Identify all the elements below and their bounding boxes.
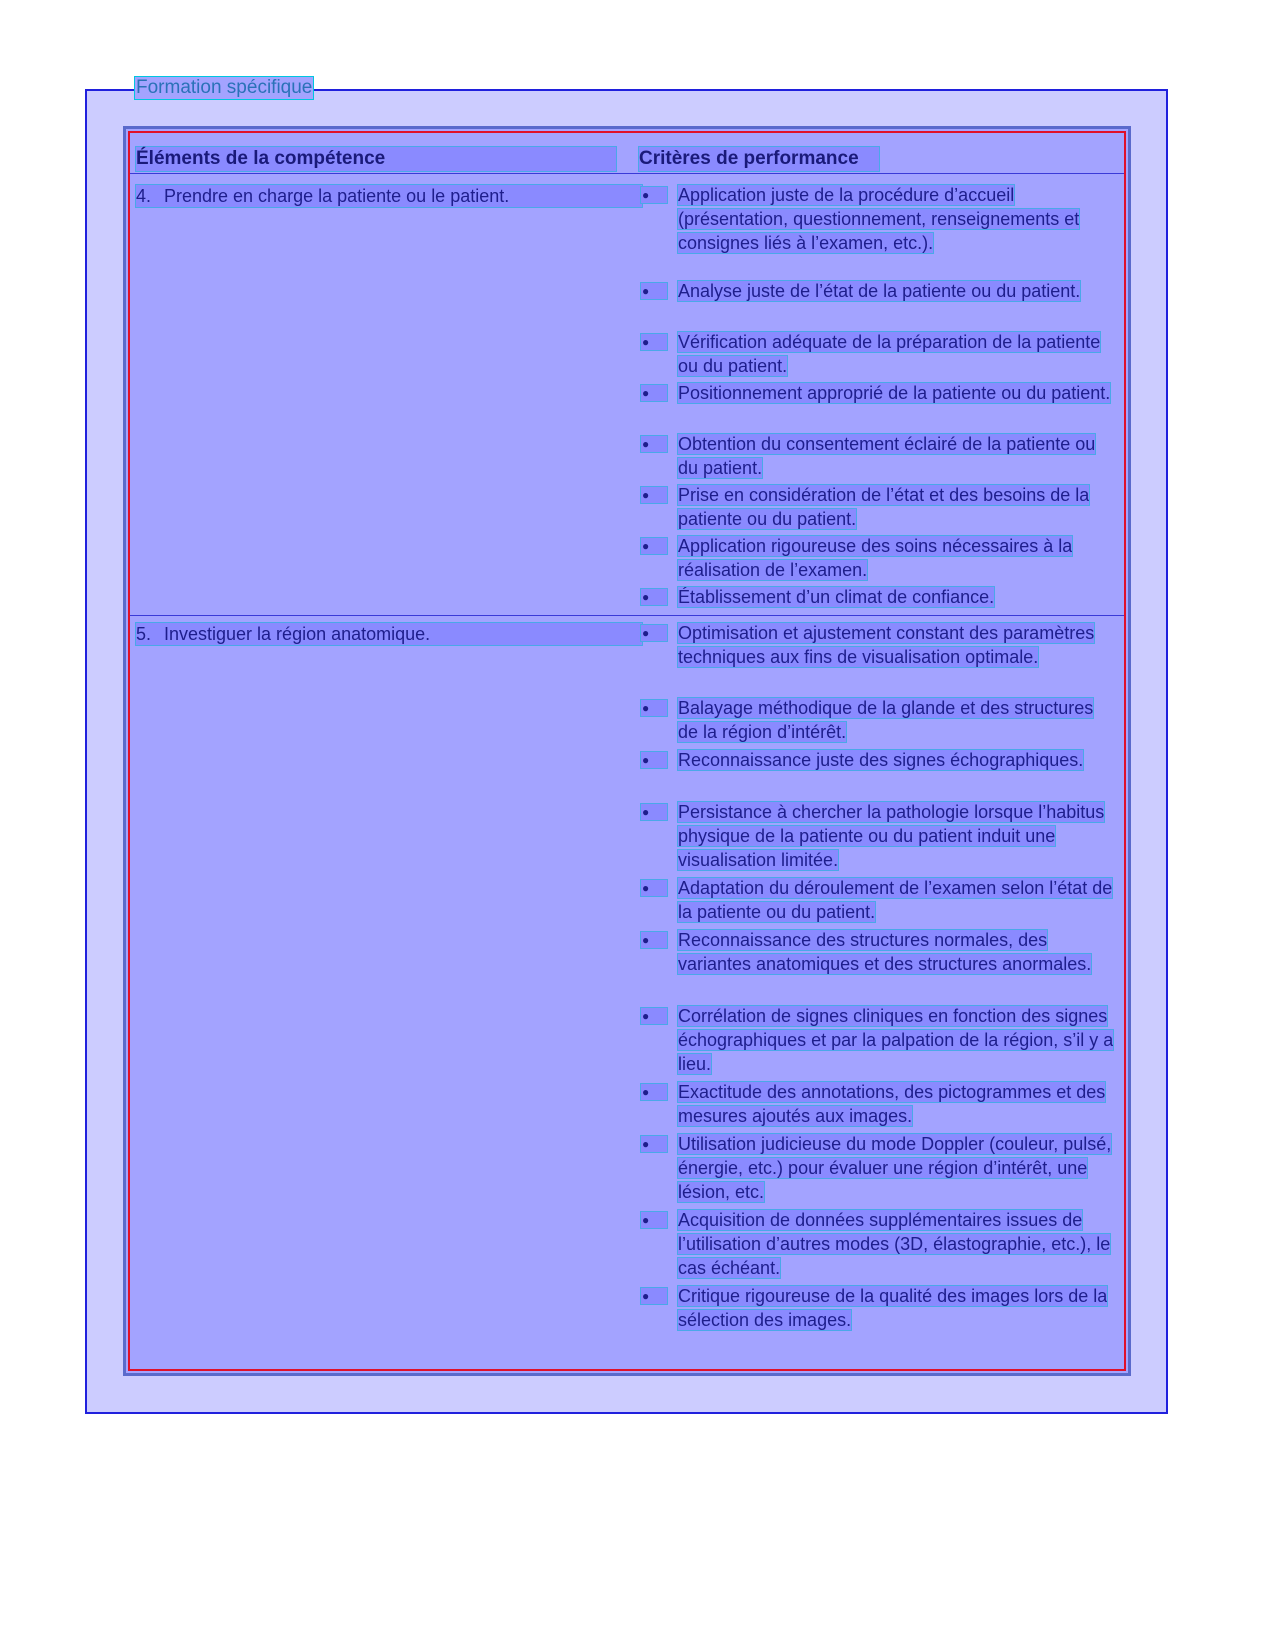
- bullet-icon: ●: [640, 486, 668, 504]
- bullet-icon: ●: [640, 333, 668, 351]
- element-row-4: [135, 184, 643, 208]
- element-text: Prendre en charge la patiente ou le patient.: [164, 186, 510, 206]
- bullet-icon: ●: [640, 384, 668, 402]
- element-number: 5.: [136, 624, 152, 644]
- element-row-5: [135, 622, 643, 646]
- criteria-item: ● Établissement d’un climat de confiance.: [642, 587, 995, 607]
- section-title: Formation spécifique: [136, 77, 313, 98]
- row-separator: [130, 615, 1124, 616]
- criteria-item: ● Positionnement approprié de la patiente ou du patient.: [642, 383, 1111, 403]
- criteria-item: ● Application juste de la procédure d’accueil (présentation, questionnement, renseignements et consignes liés à l’examen, etc.).: [642, 185, 1080, 253]
- bullet-icon: ●: [640, 1135, 668, 1153]
- criteria-item: ● Persistance à chercher la pathologie lorsque l’habitus physique de la patiente ou du patient induit une visualisation limitée.: [642, 802, 1105, 870]
- criteria-item: ● Prise en considération de l’état et des besoins de la patiente ou du patient.: [642, 485, 1090, 529]
- bullet-icon: ●: [640, 751, 668, 769]
- header-separator: [130, 173, 1124, 174]
- criteria-item: ● Corrélation de signes cliniques en fonction des signes échographiques et par la palpation de la région, s’il y a lieu.: [642, 1006, 1114, 1074]
- bullet-icon: ●: [640, 1083, 668, 1101]
- table-border: [128, 131, 1126, 1371]
- criteria-item: ● Adaptation du déroulement de l’examen selon l’état de la patiente ou du patient.: [642, 878, 1113, 922]
- criteria-item: ● Critique rigoureuse de la qualité des images lors de la sélection des images.: [642, 1286, 1108, 1330]
- bullet-icon: ●: [640, 931, 668, 949]
- element-text: Investiguer la région anatomique.: [164, 624, 431, 644]
- criteria-item: ● Utilisation judicieuse du mode Doppler (couleur, pulsé, énergie, etc.) pour évaluer une région d’intérêt, une lésion, etc.: [642, 1134, 1112, 1202]
- bullet-icon: ●: [640, 435, 668, 453]
- criteria-item: ● Analyse juste de l’état de la patiente ou du patient.: [642, 281, 1081, 301]
- bullet-icon: ●: [640, 282, 668, 300]
- criteria-item: ● Balayage méthodique de la glande et des structures de la région d’intérêt.: [642, 698, 1094, 742]
- bullet-icon: ●: [640, 879, 668, 897]
- criteria-item: ● Reconnaissance juste des signes échographiques.: [642, 750, 1084, 770]
- criteria-list-row-4: [640, 183, 1115, 613]
- bullet-icon: ●: [640, 186, 668, 204]
- criteria-item: ● Optimisation et ajustement constant des paramètres techniques aux fins de visualisation optimale.: [642, 623, 1095, 667]
- bullet-icon: ●: [640, 1007, 668, 1025]
- bullet-icon: ●: [640, 1211, 668, 1229]
- bullet-icon: ●: [640, 699, 668, 717]
- criteria-item: ● Vérification adéquate de la préparation de la patiente ou du patient.: [642, 332, 1101, 376]
- bullet-icon: ●: [640, 1287, 668, 1305]
- header-elements: Éléments de la compétence: [135, 146, 617, 172]
- bullet-icon: ●: [640, 588, 668, 606]
- criteria-item: ● Acquisition de données supplémentaires issues de l’utilisation d’autres modes (3D, élastographie, etc.), le cas échéant.: [642, 1210, 1111, 1278]
- competence-table: [123, 126, 1131, 1376]
- header-criteria: Critères de performance: [638, 146, 880, 172]
- criteria-item: ● Obtention du consentement éclairé de la patiente ou du patient.: [642, 434, 1096, 478]
- bullet-icon: ●: [640, 537, 668, 555]
- bullet-icon: ●: [640, 803, 668, 821]
- element-number: 4.: [136, 186, 152, 206]
- criteria-item: ● Application rigoureuse des soins nécessaires à la réalisation de l’examen.: [642, 536, 1073, 580]
- criteria-item: ● Exactitude des annotations, des pictogrammes et des mesures ajoutés aux images.: [642, 1082, 1106, 1126]
- bullet-icon: ●: [640, 624, 668, 642]
- criteria-list-row-5: [640, 621, 1115, 1334]
- criteria-item: ● Reconnaissance des structures normales, des variantes anatomiques et des structures anormales.: [642, 930, 1092, 974]
